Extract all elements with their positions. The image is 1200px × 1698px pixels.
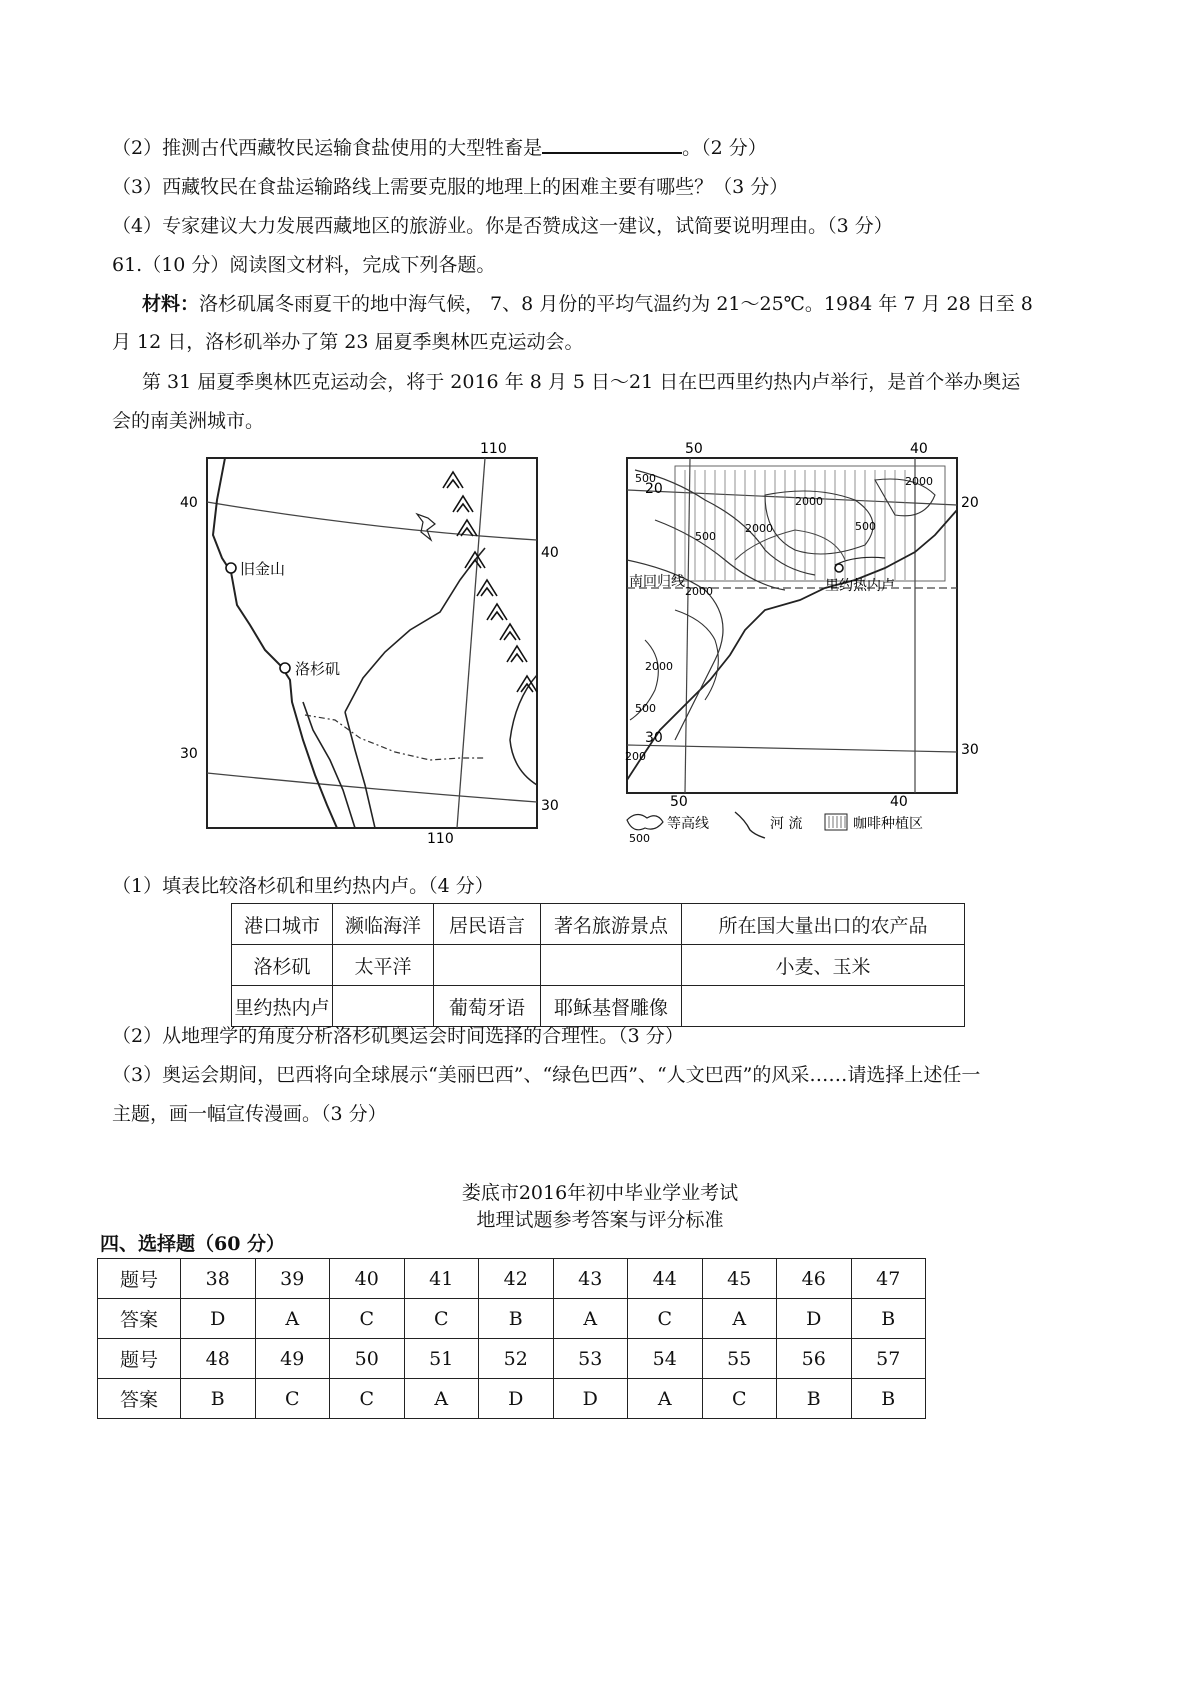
- table-header: 濒临海洋: [333, 904, 434, 945]
- table-cell: 45: [702, 1259, 777, 1299]
- contour-label: 2000: [685, 585, 713, 598]
- table-cell: 55: [702, 1339, 777, 1379]
- lon-label-top: 110: [480, 441, 507, 457]
- table-header: 居民语言: [434, 904, 541, 945]
- comparison-table: [231, 903, 965, 1027]
- row-header: 题号: [98, 1259, 181, 1299]
- material-text-1: 洛杉矶属冬雨夏干的地中海气候， 7、8 月份的平均气温约为 21～25℃。1984 年 7 月 28 日至 8: [199, 293, 1033, 315]
- contour-label: 2000: [795, 495, 823, 508]
- lon-50-bottom: 50: [670, 794, 688, 810]
- table-cell: C: [330, 1299, 405, 1339]
- table-row: [98, 1299, 926, 1339]
- table-cell: D: [181, 1299, 256, 1339]
- table-cell: 太平洋: [333, 945, 434, 986]
- table-row: [98, 1259, 926, 1299]
- table-cell: 46: [777, 1259, 852, 1299]
- table-header: 著名旅游景点: [541, 904, 682, 945]
- lat-30-left: 30: [645, 730, 663, 746]
- table-cell: 47: [851, 1259, 926, 1299]
- answer-title: 娄底市2016年初中毕业学业考试: [461, 1182, 739, 1204]
- table-cell: 洛杉矶: [232, 945, 333, 986]
- city-rio: 里约热内卢: [825, 578, 895, 594]
- lat-40-right: 40: [541, 545, 559, 561]
- table-row: [232, 945, 965, 986]
- contour-label: 200: [625, 750, 646, 763]
- table-cell: 54: [628, 1339, 703, 1379]
- question-4: （4）专家建议大力发展西藏地区的旅游业。你是否赞成这一建议，试简要说明理由。（3 分）: [112, 215, 893, 237]
- lat-30-right: 30: [961, 742, 979, 758]
- table-cell: A: [553, 1299, 628, 1339]
- table-cell: 52: [479, 1339, 554, 1379]
- legend-contour-value: 500: [629, 832, 650, 845]
- city-san-francisco: 旧金山: [240, 560, 286, 578]
- table-cell: C: [330, 1379, 405, 1419]
- table-row: [232, 904, 965, 945]
- table-cell: B: [479, 1299, 554, 1339]
- table-row: [98, 1379, 926, 1419]
- material-line-3: 第 31 届夏季奥林匹克运动会，将于 2016 年 8 月 5 日～21 日在巴西里约热内卢举行，是首个举办奥运: [142, 371, 1021, 393]
- question-2-score: 。（2 分）: [682, 137, 767, 159]
- contour-label: 500: [635, 472, 656, 485]
- contour-label: 2000: [645, 660, 673, 673]
- question-61-title: 61.（10 分）阅读图文材料，完成下列各题。: [112, 254, 496, 276]
- legend-river: 河 流: [770, 816, 803, 832]
- question-2-text: （2）推测古代西藏牧民运输食盐使用的大型牲畜是: [112, 137, 543, 159]
- table-row: [98, 1339, 926, 1379]
- lat-20-left: 20: [645, 481, 663, 497]
- row-header: 答案: [98, 1379, 181, 1419]
- table-cell: 48: [181, 1339, 256, 1379]
- sub-question-3-line-1: （3）奥运会期间，巴西将向全球展示“美丽巴西”、“绿色巴西”、“人文巴西”的风采……请选择上述任一: [112, 1064, 981, 1086]
- question-2: [112, 134, 767, 161]
- table-header: 所在国大量出口的农产品: [682, 904, 965, 945]
- table-cell: 50: [330, 1339, 405, 1379]
- lat-20-right: 20: [961, 495, 979, 511]
- table-cell[interactable]: [541, 945, 682, 986]
- table-cell: 小麦、玉米: [682, 945, 965, 986]
- table-cell: C: [404, 1299, 479, 1339]
- table-cell: 53: [553, 1339, 628, 1379]
- lat-30-left: 30: [180, 746, 198, 762]
- table-cell: 49: [255, 1339, 330, 1379]
- table-cell[interactable]: [682, 986, 965, 1027]
- table-cell: 39: [255, 1259, 330, 1299]
- row-header: 题号: [98, 1339, 181, 1379]
- table-cell: 57: [851, 1339, 926, 1379]
- contour-label: 500: [695, 530, 716, 543]
- table-cell: A: [702, 1299, 777, 1339]
- table-cell[interactable]: [333, 986, 434, 1027]
- answer-table: [97, 1258, 926, 1419]
- table-cell: 43: [553, 1259, 628, 1299]
- material-line-1: [142, 291, 1033, 317]
- table-cell: C: [255, 1379, 330, 1419]
- table-cell: B: [777, 1379, 852, 1419]
- tropic-label: 南回归线: [629, 574, 685, 590]
- question-3: （3）西藏牧民在食盐运输路线上需要克服的地理上的困难主要有哪些？（3 分）: [112, 176, 789, 198]
- table-cell: C: [702, 1379, 777, 1419]
- lon-label-bottom: 110: [427, 831, 454, 847]
- table-cell: B: [851, 1299, 926, 1339]
- table-cell: 51: [404, 1339, 479, 1379]
- table-cell: 38: [181, 1259, 256, 1299]
- city-los-angeles: 洛杉矶: [295, 660, 341, 678]
- map-rio: [615, 440, 1005, 860]
- contour-label: 2000: [905, 475, 933, 488]
- contour-label: 2000: [745, 522, 773, 535]
- material-label: 材料：: [142, 293, 200, 315]
- legend-contour: 等高线: [667, 816, 709, 832]
- table-header: 港口城市: [232, 904, 333, 945]
- lat-30-right: 30: [541, 798, 559, 814]
- map-california: [180, 440, 575, 855]
- section-title: 四、选择题（60 分）: [100, 1233, 286, 1255]
- legend-coffee: 咖啡种植区: [853, 816, 923, 832]
- table-cell: D: [777, 1299, 852, 1339]
- table-row: [232, 986, 965, 1027]
- table-cell: D: [479, 1379, 554, 1419]
- table-cell: 56: [777, 1339, 852, 1379]
- lon-40-top: 40: [910, 441, 928, 457]
- contour-label: 500: [855, 520, 876, 533]
- table-cell: A: [404, 1379, 479, 1419]
- table-cell: A: [255, 1299, 330, 1339]
- table-cell: 耶稣基督雕像: [541, 986, 682, 1027]
- table-cell: A: [628, 1379, 703, 1419]
- material-line-2: 月 12 日，洛杉矶举办了第 23 届夏季奥林匹克运动会。: [112, 331, 584, 353]
- table-cell: 41: [404, 1259, 479, 1299]
- table-cell: 44: [628, 1259, 703, 1299]
- answer-blank[interactable]: [542, 134, 682, 154]
- table-cell: C: [628, 1299, 703, 1339]
- table-cell: D: [553, 1379, 628, 1419]
- sub-question-2: （2）从地理学的角度分析洛杉矶奥运会时间选择的合理性。（3 分）: [112, 1025, 684, 1047]
- lon-50-top: 50: [685, 441, 703, 457]
- sub-question-1: （1）填表比较洛杉矶和里约热内卢。（4 分）: [112, 875, 494, 897]
- table-cell[interactable]: [434, 945, 541, 986]
- table-cell: B: [851, 1379, 926, 1419]
- material-line-4: 会的南美洲城市。: [112, 410, 265, 432]
- lon-40-bottom: 40: [890, 794, 908, 810]
- table-cell: 里约热内卢: [232, 986, 333, 1027]
- lat-40-left: 40: [180, 495, 198, 511]
- answer-subtitle: 地理试题参考答案与评分标准: [476, 1209, 724, 1231]
- contour-label: 500: [635, 702, 656, 715]
- table-cell: 42: [479, 1259, 554, 1299]
- table-cell: 40: [330, 1259, 405, 1299]
- row-header: 答案: [98, 1299, 181, 1339]
- sub-question-3-line-2: 主题，画一幅宣传漫画。（3 分）: [112, 1103, 387, 1125]
- table-cell: B: [181, 1379, 256, 1419]
- table-cell: 葡萄牙语: [434, 986, 541, 1027]
